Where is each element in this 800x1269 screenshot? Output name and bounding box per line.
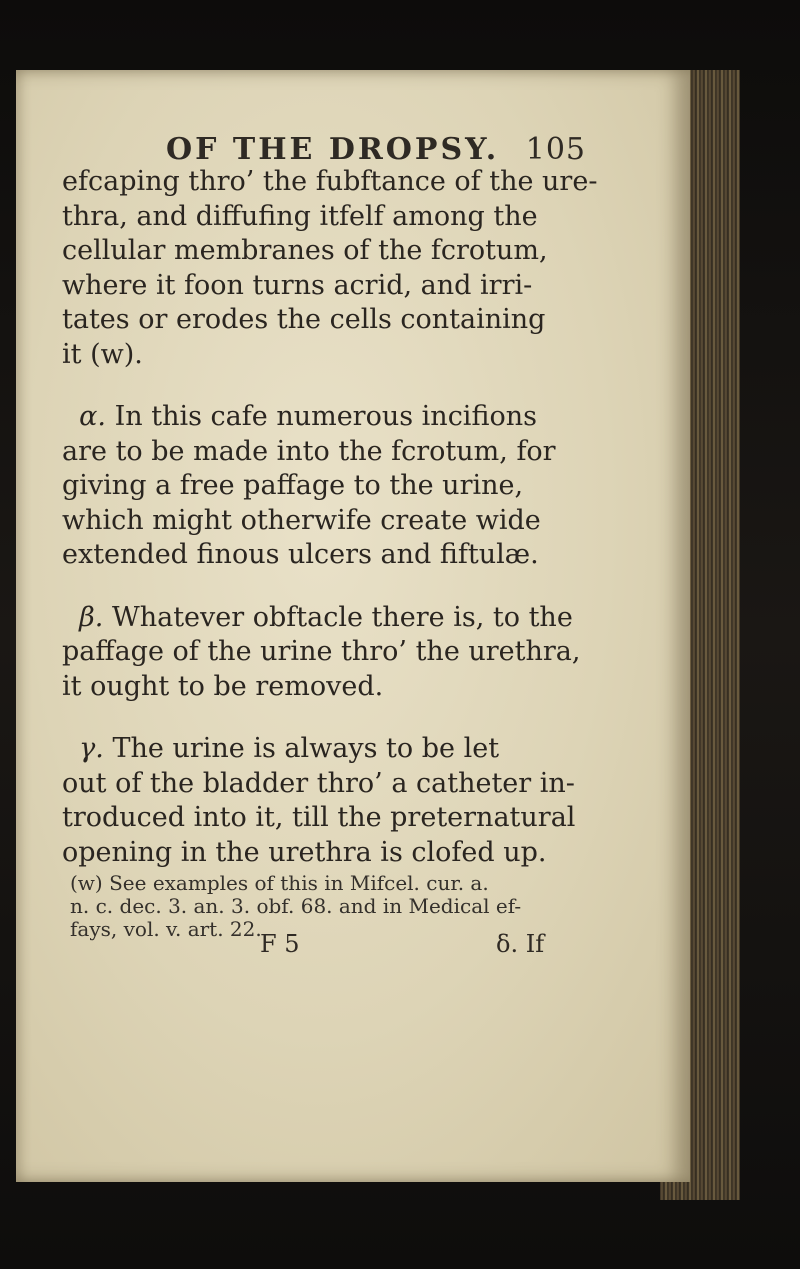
text-line: γ. The urine is always to be let xyxy=(79,733,500,764)
gamma-marker: γ. xyxy=(79,733,104,764)
body-text xyxy=(62,165,598,870)
text-line: out of the bladder thro’ a catheter in- xyxy=(62,767,575,799)
text-line: it (w). xyxy=(62,338,143,370)
footnote-line: fays, vol. v. art. 22. xyxy=(70,917,262,941)
running-title: OF THE DROPSY. xyxy=(166,132,500,167)
catchword: δ. If xyxy=(496,930,545,958)
text-line: opening in the urethra is clofed up. xyxy=(62,836,547,868)
running-header xyxy=(166,132,586,167)
text-line: β. Whatever obftacle there is, to the xyxy=(79,601,573,633)
gamma-paragraph xyxy=(62,732,582,870)
alpha-paragraph xyxy=(62,400,582,573)
text-line: tates or erodes the cells containing xyxy=(62,304,546,335)
signature-mark: F 5 xyxy=(260,930,300,958)
text-line: α. In this cafe numerous incifions xyxy=(79,401,537,432)
text-line: it ought to be removed. xyxy=(62,670,384,702)
footnote-line: (w) See examples of this in Mifcel. cur. a. xyxy=(70,871,489,895)
intro-paragraph xyxy=(62,165,598,372)
text-line: thra, and diffufing itfelf among the xyxy=(62,200,538,232)
text-line: cellular membranes of the fcrotum, xyxy=(62,235,548,266)
footnote-line: n. c. dec. 3. an. 3. obf. 68. and in Medical ef- xyxy=(70,894,522,918)
text-line: are to be made into the fcrotum, for xyxy=(62,435,556,467)
text-line: paffage of the urine thro’ the urethra, xyxy=(62,636,581,667)
text-line: efcaping thro’ the fubftance of the ure- xyxy=(62,166,598,197)
text-line: extended finous ulcers and fiftulæ. xyxy=(62,539,539,570)
alpha-marker: α. xyxy=(79,401,106,432)
page-number: 105 xyxy=(525,132,586,167)
text-line: which might otherwife create wide xyxy=(62,504,541,536)
beta-marker: β. xyxy=(79,601,104,633)
beta-paragraph xyxy=(62,601,582,705)
text-line: troduced into it, till the preternatural xyxy=(62,802,576,833)
text-line: where it foon turns acrid, and irri- xyxy=(62,269,533,301)
text-line: giving a free paffage to the urine, xyxy=(62,470,524,501)
book-page xyxy=(16,70,690,1182)
